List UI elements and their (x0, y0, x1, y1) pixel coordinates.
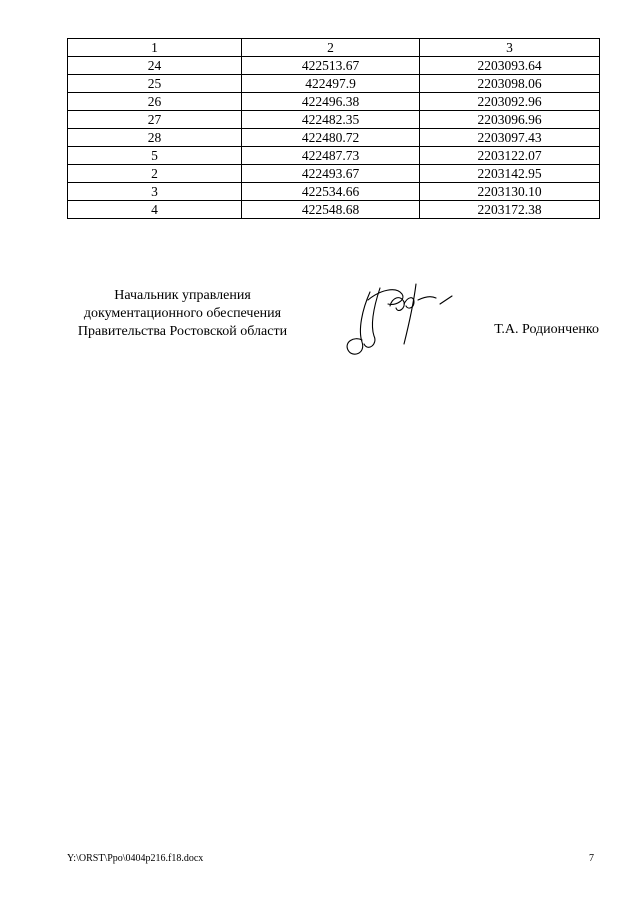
x-coordinate-cell: 422482.35 (242, 111, 420, 129)
signer-position-line: документационного обеспечения (83, 306, 282, 321)
table-header-cell: 2 (242, 39, 420, 57)
table-header-row (68, 39, 600, 57)
y-coordinate-cell: 2203096.96 (420, 111, 600, 129)
table-row (68, 129, 600, 147)
handwritten-signature-icon (340, 270, 460, 370)
y-coordinate-cell: 2203130.10 (420, 183, 600, 201)
point-number-cell: 5 (68, 147, 242, 165)
point-number-cell: 2 (68, 165, 242, 183)
table-header-cell: 3 (420, 39, 600, 57)
signer-name: Т.А. Родионченко (494, 322, 599, 337)
point-number-cell: 27 (68, 111, 242, 129)
table-row (68, 111, 600, 129)
table-row (68, 183, 600, 201)
point-number-cell: 25 (68, 75, 242, 93)
table-row (68, 57, 600, 75)
footer-page-number: 7 (589, 853, 594, 864)
footer-file-path: Y:\ORST\Ppo\0404p216.f18.docx (67, 853, 204, 864)
x-coordinate-cell: 422487.73 (242, 147, 420, 165)
y-coordinate-cell: 2203097.43 (420, 129, 600, 147)
y-coordinate-cell: 2203122.07 (420, 147, 600, 165)
x-coordinate-cell: 422548.68 (242, 201, 420, 219)
table-header-cell: 1 (68, 39, 242, 57)
point-number-cell: 28 (68, 129, 242, 147)
y-coordinate-cell: 2203093.64 (420, 57, 600, 75)
table-row (68, 93, 600, 111)
x-coordinate-cell: 422513.67 (242, 57, 420, 75)
signer-position-line: Начальник управления (114, 288, 251, 303)
x-coordinate-cell: 422534.66 (242, 183, 420, 201)
x-coordinate-cell: 422493.67 (242, 165, 420, 183)
signer-position (60, 287, 305, 341)
x-coordinate-cell: 422496.38 (242, 93, 420, 111)
point-number-cell: 3 (68, 183, 242, 201)
x-coordinate-cell: 422480.72 (242, 129, 420, 147)
table-row (68, 147, 600, 165)
y-coordinate-cell: 2203092.96 (420, 93, 600, 111)
y-coordinate-cell: 2203172.38 (420, 201, 600, 219)
x-coordinate-cell: 422497.9 (242, 75, 420, 93)
coordinates-table (67, 38, 600, 219)
table-row (68, 75, 600, 93)
table-row (68, 201, 600, 219)
point-number-cell: 24 (68, 57, 242, 75)
signer-position-line: Правительства Ростовской области (77, 324, 288, 339)
y-coordinate-cell: 2203098.06 (420, 75, 600, 93)
table-row (68, 165, 600, 183)
y-coordinate-cell: 2203142.95 (420, 165, 600, 183)
point-number-cell: 4 (68, 201, 242, 219)
point-number-cell: 26 (68, 93, 242, 111)
